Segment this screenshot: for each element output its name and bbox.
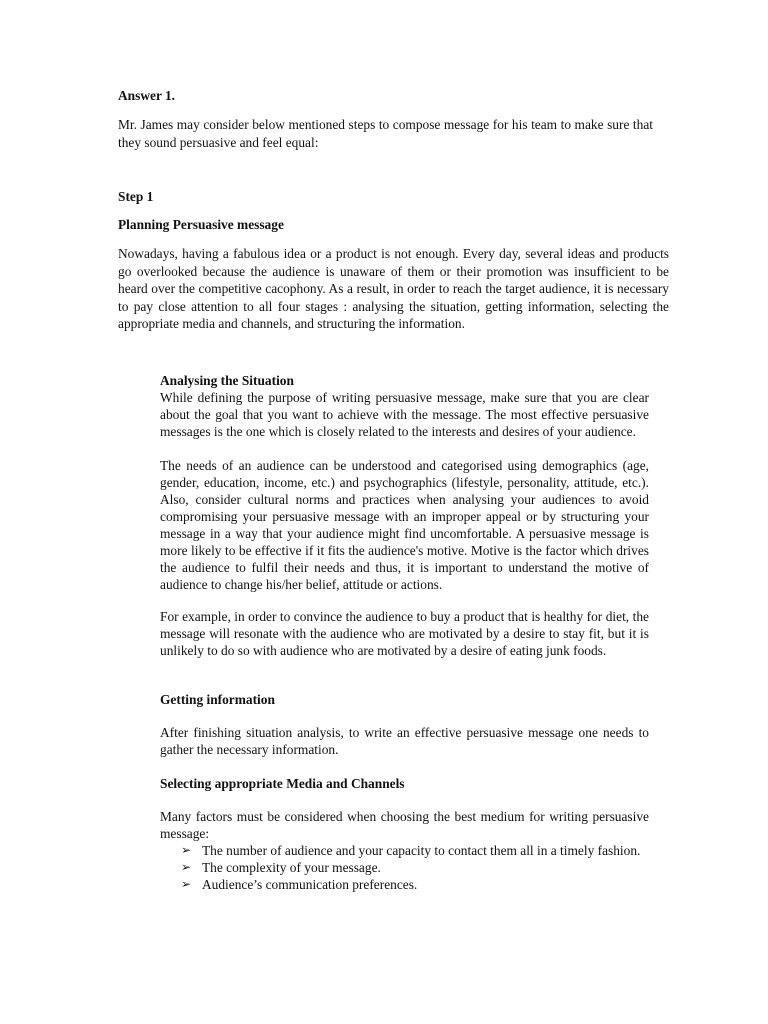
getting-info-paragraph: After finishing situation analysis, to write an effective persuasive message one needs to gather the necessary information. (160, 725, 649, 757)
bullet-text: The complexity of your message. (202, 860, 381, 875)
bullet-text: The number of audience and your capacity to contact them all in a timely fashion. (202, 843, 641, 858)
arrow-bullet-icon: ➢ (181, 843, 192, 857)
answer-heading: Answer 1. (118, 88, 176, 103)
list-item (181, 859, 649, 876)
arrow-bullet-icon: ➢ (181, 877, 192, 891)
getting-info-heading: Getting information (160, 692, 275, 707)
analysing-heading: Analysing the Situation (160, 373, 294, 388)
media-bullet-list (181, 842, 649, 893)
intro-paragraph: Mr. James may consider below mentioned steps to compose message for his team to make sure that they sound persuasive and feel equal: (118, 117, 653, 150)
analysing-paragraph-3: For example, in order to convince the audience to buy a product that is healthy for diet, the message will resonate with the audience who are motivated by a desire to stay fit, but it is unlikely to do so with audience who are motivated by a desire of eating junk foods. (160, 609, 649, 658)
step-heading: Step 1 (118, 189, 154, 204)
planning-paragraph: Nowadays, having a fabulous idea or a product is not enough. Every day, several ideas and products go overlooked because the audience is unaware of them or their promotion was insufficient to be heard over the competitive cacophony. As a result, in order to reach the target audience, it is necessary to pay close attention to all four stages : analysing the situation, getting information, selecting the appropriate media and channels, and structuring the information. (118, 246, 669, 331)
list-item (181, 842, 649, 859)
planning-heading: Planning Persuasive message (118, 217, 284, 232)
arrow-bullet-icon: ➢ (181, 860, 192, 874)
bullet-text: Audience’s communication preferences. (202, 877, 418, 892)
media-heading: Selecting appropriate Media and Channels (160, 776, 405, 791)
analysing-paragraph-2: The needs of an audience can be understood and categorised using demographics (age, gender, education, income, etc.) and psychographics (lifestyle, personality, attitude, etc.). Also, consider cultural norms and practices when analysing your audiences to avoid compromising your persuasive message with an improper appeal or by structuring your message in a way that your audience might find uncomfortable. A persuasive message is more likely to be effective if it fits the audience's motive. Motive is the factor which drives the audience to fulfil their needs and thus, it is important to understand the motive of audience to change his/her belief, attitude or actions. (160, 458, 649, 592)
analysing-paragraph-1: While defining the purpose of writing persuasive message, make sure that you are clear about the goal that you want to achieve with the message. The most effective persuasive messages is the one which is closely related to the interests and desires of your audience. (160, 390, 649, 439)
media-paragraph: Many factors must be considered when choosing the best medium for writing persuasive message: (160, 809, 649, 841)
list-item (181, 876, 649, 893)
